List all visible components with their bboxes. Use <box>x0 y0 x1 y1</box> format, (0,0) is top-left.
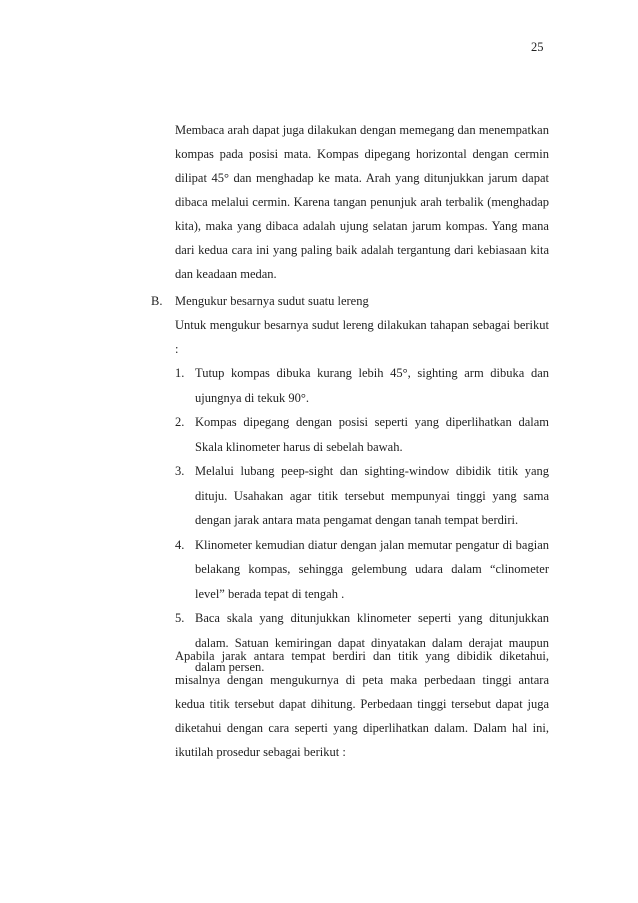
step-number: 3. <box>175 464 185 478</box>
list-item <box>175 533 549 607</box>
step-number: 5. <box>175 611 185 625</box>
closing-paragraph: Apabila jarak antara tempat berdiri dan titik yang dibidik diketahui, misalnya dengan mengukurnya di peta maka perbedaan tinggi antara kedua titik tersebut dapat dihitung. Perbedaan tinggi tersebut dapat juga diketahui dengan cara seperti yang diperlihatkan dalam. Dalam hal ini, ikutilah prosedur sebagai berikut : <box>175 649 549 759</box>
step-text: Baca skala yang ditunjukkan klinometer seperti yang ditunjukkan dalam. Satuan kemiringan dapat dinyatakan dalam derajat maupun dalam persen. <box>195 611 549 674</box>
list-item <box>175 459 549 533</box>
step-number: 4. <box>175 537 185 552</box>
step-number: 2. <box>175 415 185 429</box>
list-item <box>175 410 549 459</box>
section-title: Mengukur besarnya sudut suatu lereng <box>175 294 369 308</box>
page-number: 25 <box>531 40 544 54</box>
steps-list <box>175 361 549 680</box>
section-letter: B. <box>151 294 163 308</box>
step-text: Tutup kompas dibuka kurang lebih 45°, sighting arm dibuka dan ujungnya di tekuk 90°. <box>195 366 549 405</box>
steps-intro-paragraph: Untuk mengukur besarnya sudut lereng dilakukan tahapan sebagai berikut : <box>175 318 549 356</box>
step-text: Kompas dipegang dengan posisi seperti yang diperlihatkan dalam Skala klinometer harus di sebelah bawah. <box>195 415 549 454</box>
section-b-heading <box>151 289 369 313</box>
list-item <box>175 361 549 410</box>
step-text: Melalui lubang peep-sight dan sighting-window dibidik titik yang dituju. Usahakan agar titik tersebut mempunyai tinggi yang sama dengan jarak antara mata pengamat dengan tanah tempat berdiri. <box>195 464 549 527</box>
step-text: Klinometer kemudian diatur dengan jalan memutar pengatur di bagian belakang kompas, sehingga gelembung udara dalam “clinometer level” berada tepat di tengah . <box>195 537 549 601</box>
step-number: 1. <box>175 366 185 380</box>
intro-paragraph: Membaca arah dapat juga dilakukan dengan memegang dan menempatkan kompas pada posisi mata. Kompas dipegang horizontal dengan cermin dilipat 45° dan menghadap ke mata. Arah yang ditunjukkan jarum dapat dibaca melalui cermin. Karena tangan penunjuk arah terbalik (menghadap kita), maka yang dibaca adalah ujung selatan jarum kompas. Yang mana dari kedua cara ini yang paling baik adalah tergantung dari kebiasaan kita dan keadaan medan. <box>175 123 549 281</box>
